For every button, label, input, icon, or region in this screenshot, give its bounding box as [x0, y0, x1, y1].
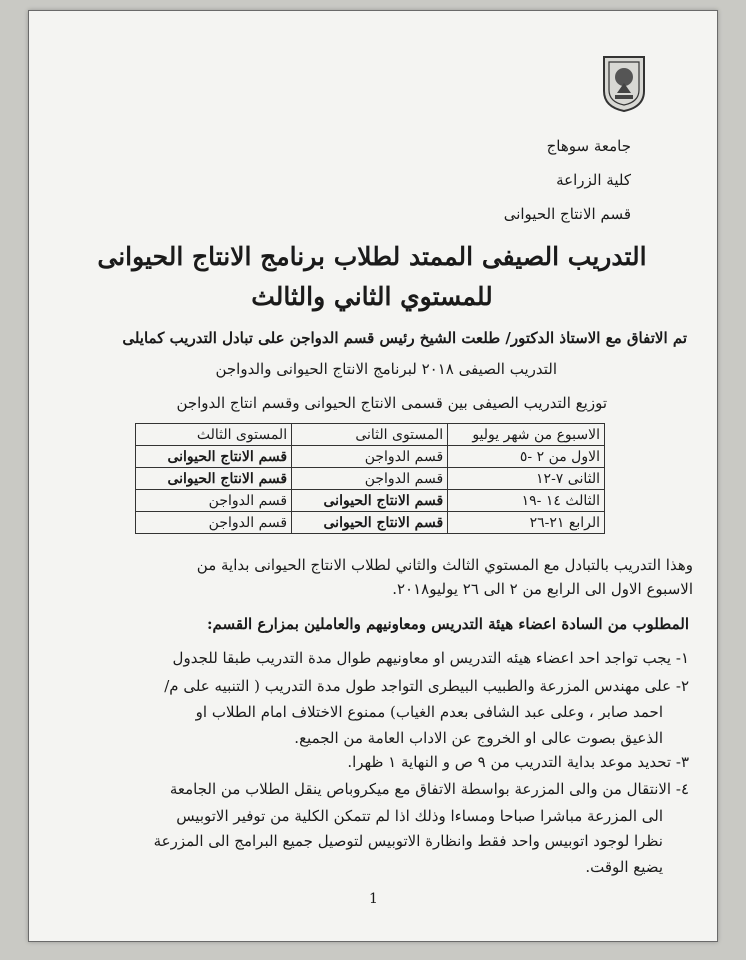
page-number: 1	[369, 891, 378, 907]
exchange-note-line-2: الاسبوع الاول الى الرابع من ٢ الى ٢٦ يوليو٢٠١٨.	[392, 580, 693, 598]
requirement-item: احمد صابر ، وعلى عبد الشافى بعدم الغياب) ممنوع الاختلاف امام الطلاب او	[195, 703, 663, 721]
document-title-line2: للمستوي الثاني والثالث	[251, 282, 493, 311]
level3-cell: قسم الدواجن	[136, 490, 292, 512]
document-page	[28, 10, 718, 942]
requirement-item: الذعيق بصوت عالى او الخروج عن الاداب العامة من الجميع.	[294, 729, 663, 747]
level2-cell: قسم الدواجن	[292, 468, 448, 490]
table-row	[136, 446, 605, 468]
table-row	[136, 512, 605, 534]
table-row	[136, 468, 605, 490]
week-cell: الرابع ٢١-٢٦	[448, 512, 605, 534]
level2-cell: قسم الدواجن	[292, 446, 448, 468]
table-header-cell: الاسبوع من شهر يوليو	[448, 424, 605, 446]
university-name: جامعة سوهاج	[546, 137, 631, 155]
week-cell: الثانى ٧-١٢	[448, 468, 605, 490]
faculty-name: كلية الزراعة	[556, 171, 631, 189]
table-header-row	[136, 424, 605, 446]
requirement-item: يضيع الوقت.	[585, 858, 663, 876]
requirements-heading: المطلوب من السادة اعضاء هيئة التدريس ومعاونيهم والعاملين بمزارع القسم:	[206, 615, 689, 633]
intro-line-1: تم الاتفاق مع الاستاذ الدكتور/ طلعت الشيخ رئيس قسم الدواجن على تبادل التدريب كمايلى	[122, 329, 687, 347]
table-header-cell: المستوى الثانى	[292, 424, 448, 446]
requirement-item: نظرا لوجود اتوبيس واحد فقط وانظارة الاتوبيس لتوصيل جميع البرامج الى المزرعة	[153, 832, 663, 850]
requirement-item: ٢- على مهندس المزرعة والطبيب البيطرى التواجد طول مدة التدريب ( التنبيه على م/	[164, 677, 689, 695]
level3-cell: قسم الانتاج الحيوانى	[136, 446, 292, 468]
university-seal-icon	[599, 53, 649, 113]
requirement-item: ٣- تحديد موعد بداية التدريب من ٩ ص و النهاية ١ ظهرا.	[347, 753, 689, 771]
requirement-item: الى المزرعة مباشرا صباحا ومساءا وذلك اذا لم تتمكن الكلية من توفير الاتوبيس	[176, 807, 663, 825]
training-schedule-table	[135, 423, 605, 534]
requirement-item: ١- يجب تواجد احد اعضاء هيئه التدريس او معاونيهم طوال مدة التدريب طبقا للجدول	[172, 649, 689, 667]
intro-line-3: توزيع التدريب الصيفى بين قسمى الانتاج الحيوانى وقسم انتاج الدواجن	[176, 394, 607, 412]
exchange-note-line-1: وهذا التدريب بالتبادل مع المستوي الثالث والثاني لطلاب الانتاج الحيوانى بداية من	[196, 556, 693, 574]
level3-cell: قسم الانتاج الحيوانى	[136, 468, 292, 490]
table-header-cell: المستوى الثالث	[136, 424, 292, 446]
week-cell: الثالث ١٤ -١٩	[448, 490, 605, 512]
document-title-line1: التدريب الصيفى الممتد لطلاب برنامج الانتاج الحيوانى	[97, 242, 647, 271]
department-name: قسم الانتاج الحيوانى	[503, 205, 631, 223]
week-cell: الاول من ٢ -٥	[448, 446, 605, 468]
table-row	[136, 490, 605, 512]
level3-cell: قسم الدواجن	[136, 512, 292, 534]
intro-line-2: التدريب الصيفى ٢٠١٨ لبرنامج الانتاج الحيوانى والدواجن	[215, 360, 557, 378]
requirement-item: ٤- الانتقال من والى المزرعة بواسطة الاتفاق مع ميكروباص ينقل الطلاب من الجامعة	[169, 780, 689, 798]
level2-cell: قسم الانتاج الحيوانى	[292, 490, 448, 512]
level2-cell: قسم الانتاج الحيوانى	[292, 512, 448, 534]
